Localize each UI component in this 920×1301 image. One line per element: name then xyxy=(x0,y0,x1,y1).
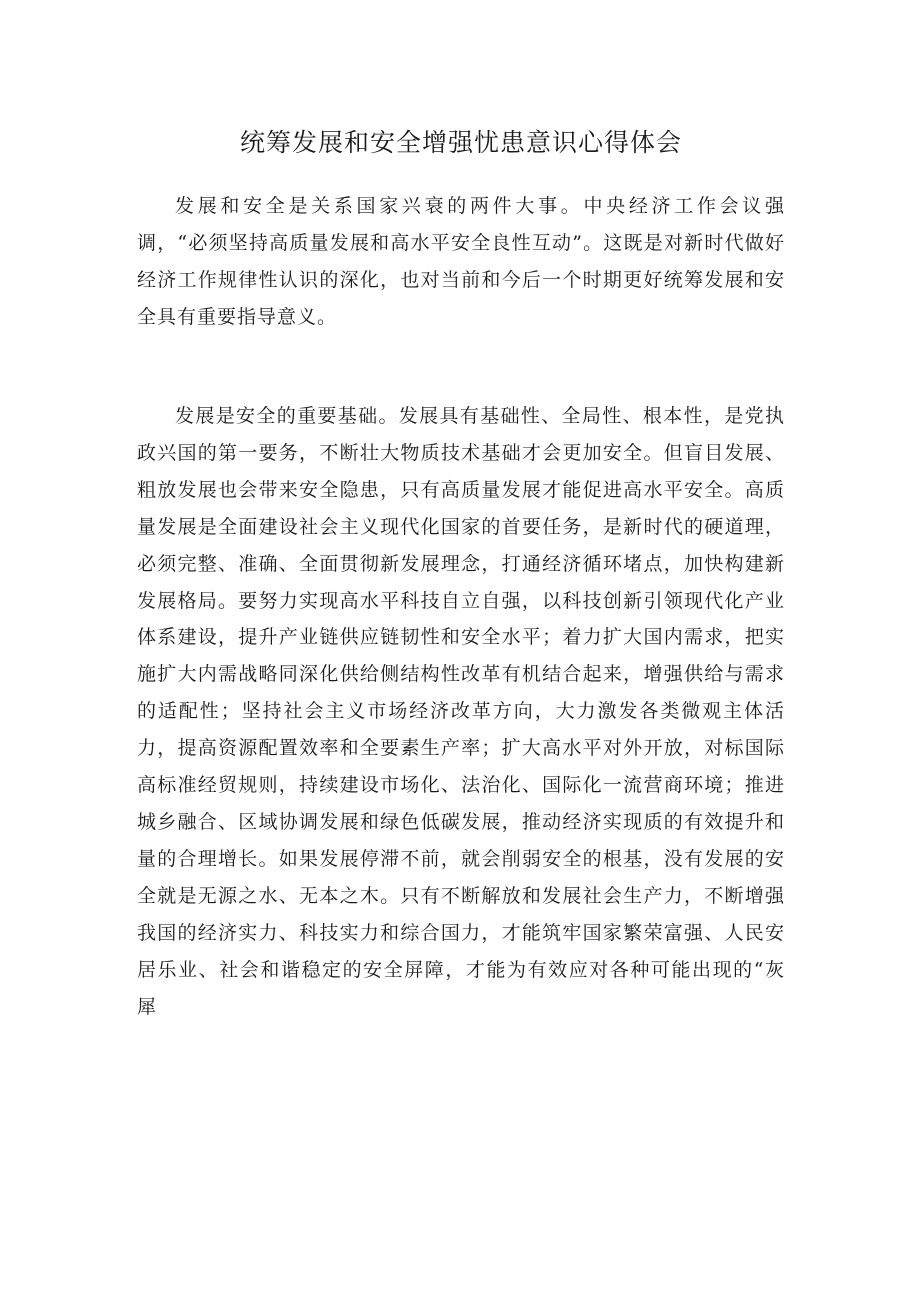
paragraph-1: 发展和安全是关系国家兴衰的两件大事。中央经济工作会议强调，“必须坚持高质量发展和高水平安全良性互动”。这既是对新时代做好经济工作规律性认识的深化，也对当前和今后一个时期更好统筹发展和安全具有重要指导意义。 xyxy=(137,195,785,328)
document-title: 统筹发展和安全增强忧患意识心得体会 xyxy=(239,128,682,157)
paragraph-2: 发展是安全的重要基础。发展具有基础性、全局性、根本性，是党执政兴国的第一要务，不断壮大物质技术基础才会更加安全。但盲目发展、粗放发展也会带来安全隐患，只有高质量发展才能促进高水平安全。高质量发展是全面建设社会主义现代化国家的首要任务，是新时代的硬道理，必须完整、准确、全面贯彻新发展理念，打通经济循环堵点，加快构建新发展格局。要努力实现高水平科技自立自强，以科技创新引领现代化产业体系建设，提升产业链供应链韧性和安全水平；着力扩大国内需求，把实施扩大内需战略同深化供给侧结构性改革有机结合起来，增强供给与需求的适配性；坚持社会主义市场经济改革方向，大力激发各类微观主体活力，提高资源配置效率和全要素生产率；扩大高水平对外开放，对标国际高标准经贸规则，持续建设市场化、法治化、国际化一流营商环境；推进城乡融合、区域协调发展和绿色低碳发展，推动经济实现质的有效提升和量的合理增长。如果发展停滞不前，就会削弱安全的根基，没有发展的安全就是无源之水、无本之木。只有不断解放和发展社会生产力，不断增强我国的经济实力、科技实力和综合国力，才能筑牢国家繁荣富强、人民安居乐业、社会和谐稳定的安全屏障，才能为有效应对各种可能出现的“灰犀 xyxy=(137,405,785,1018)
